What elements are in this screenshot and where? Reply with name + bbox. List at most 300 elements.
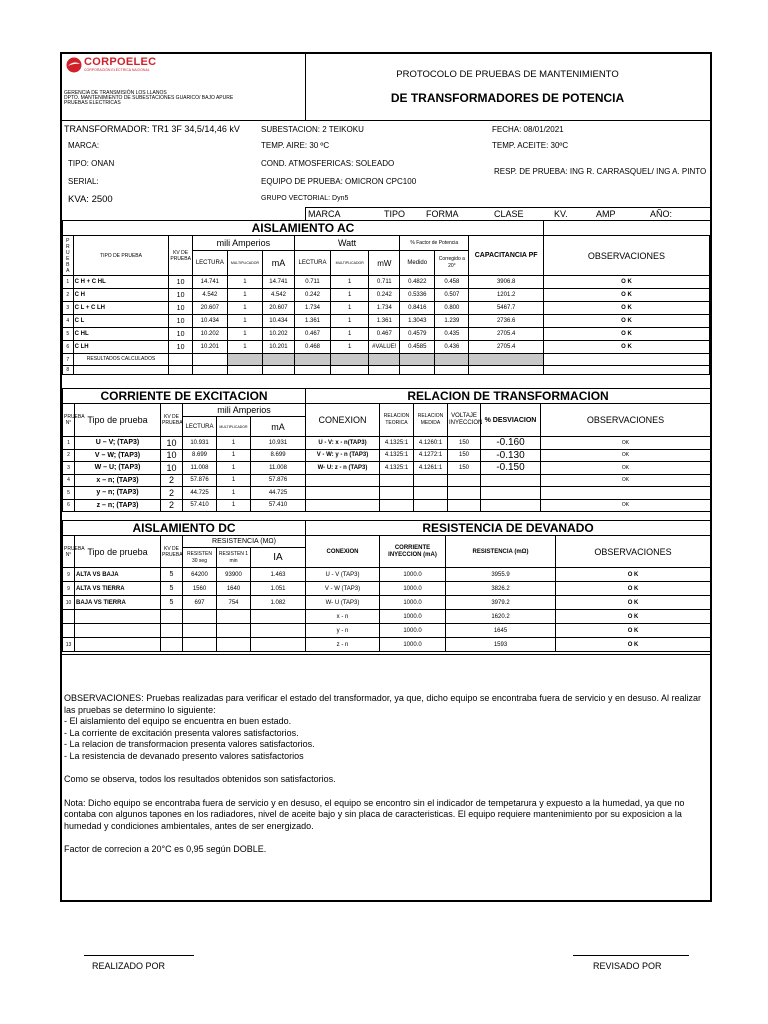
notes-block	[62, 654, 710, 856]
dc-cell-tipo: ALTA VS BAJA	[75, 568, 161, 582]
date-field: FECHA: 08/01/2021	[492, 125, 564, 134]
exc-sub-ma: mA	[251, 417, 306, 437]
dc-cell-ia: 1.082	[251, 596, 306, 610]
dc-cell-tipo	[75, 610, 161, 624]
ac-cell-watt-mult: 1	[331, 328, 369, 341]
rt-cell-teorica: 4.1325:1	[380, 462, 414, 475]
rd-cell-resistencia: 3826.2	[446, 582, 556, 596]
ac-row7-cell	[543, 354, 709, 366]
rt-cell-desviacion: -0.130	[481, 449, 541, 462]
exc-cell-num: 1	[63, 437, 75, 450]
rt-header-medida: RELACION MEDIDA	[414, 404, 448, 437]
ac-row7-cell	[435, 354, 469, 366]
dc-cell-row	[63, 610, 306, 624]
rt-header-teorica: RELACION TEORICA	[380, 404, 414, 437]
ac-cell-row	[63, 341, 710, 354]
ac-cell-kv: 10	[169, 341, 192, 354]
ac-cell-fp-medido: 1.3043	[400, 315, 435, 328]
ac-row8-cell	[294, 366, 330, 375]
responsible-field: RESP. DE PRUEBA: ING R. CARRASQUEL/ ING A. PINTO	[494, 167, 707, 176]
org-line-1: GERENCIA DE TRANSMISIÓN LOS LLANOS	[64, 90, 167, 96]
ac-cell-tipo: C LH	[73, 341, 169, 354]
exc-cell-num: 5	[63, 487, 75, 500]
rt-cell-medida	[414, 499, 448, 512]
exc-cell-ma: 10.931	[251, 437, 306, 450]
vector-group-field: GRUPO VECTORIAL: Dyn5	[261, 195, 349, 202]
exc-cell-mult: 1	[217, 437, 251, 450]
weather-field: COND. ATMOSFERICAS: SOLEADO	[261, 159, 395, 168]
equipment-header-row	[305, 207, 711, 220]
rt-cell-teorica	[380, 499, 414, 512]
exc-cell-ma: 44.725	[251, 487, 306, 500]
dc-cell-ia: 1.463	[251, 568, 306, 582]
ac-cell-mult: 1	[227, 328, 262, 341]
ac-cell-fp-medido: 0.4585	[400, 341, 435, 354]
exc-cell-row	[63, 449, 306, 462]
ac-row7-cell	[469, 354, 544, 366]
rd-cell-conexion: y - n	[306, 624, 380, 638]
rt-cell-medida: 4.1272:1	[414, 449, 448, 462]
ac-cell-lectura: 14.741	[192, 276, 227, 289]
dc-header-prueba: PRUEBA N°	[63, 536, 75, 568]
rt-cell-medida: 4.1261:1	[414, 462, 448, 475]
ac-cell-mult: 1	[227, 276, 262, 289]
logo-icon	[66, 57, 82, 73]
ac-row8-cell	[169, 366, 192, 375]
rd-header-obs: OBSERVACIONES	[556, 536, 711, 568]
company-logo	[66, 57, 82, 78]
obs-bullet-4: - La resistencia de devanado presento valores satisfactorios	[64, 750, 304, 761]
exc-cell-lectura: 10.931	[183, 437, 217, 450]
ac-cell-ma: 20.607	[263, 302, 295, 315]
dc-cell-r1: 754	[217, 596, 251, 610]
rt-cell-conexion	[306, 499, 380, 512]
exc-cell-kv: 2	[161, 487, 183, 500]
brand-field: MARCA:	[68, 141, 100, 150]
winding-resistance-table	[305, 520, 711, 652]
ac-cell-obs: O K	[543, 341, 709, 354]
dc-cell-tipo	[75, 638, 161, 652]
protocol-sheet	[60, 52, 712, 902]
ac-cell-cap: 1201.2	[469, 289, 544, 302]
exc-cell-num: 4	[63, 474, 75, 487]
ac-cell-num: 5	[63, 328, 74, 341]
rd-cell-row	[306, 568, 711, 582]
signature-right	[573, 955, 689, 956]
exc-cell-lectura: 44.725	[183, 487, 217, 500]
ac-cell-watt-lectura: 1.734	[294, 302, 330, 315]
rt-header-conexion: CONEXION	[306, 404, 380, 437]
rt-cell-row	[306, 499, 711, 512]
ac-sub-mult-w: MULTIPLICADOR	[331, 251, 369, 276]
dc-cell-r1	[217, 624, 251, 638]
rt-cell-conexion	[306, 487, 380, 500]
rd-cell-conexion: W- U (TAP3)	[306, 596, 380, 610]
equip-col-clase: CLASE	[494, 209, 524, 219]
ac-title-spacer	[543, 221, 709, 236]
doc-title-1: PROTOCOLO DE PRUEBAS DE MANTENIMIENTO	[396, 69, 619, 80]
obs-bullet-2: - La corriente de excitación presenta valores satisfactorios.	[64, 727, 299, 738]
rd-cell-corriente: 1000.0	[380, 568, 446, 582]
dc-cell-kv: 5	[161, 568, 183, 582]
ac-header-tipo: TIPO DE PRUEBA	[73, 236, 169, 276]
ac-row7-cell	[192, 354, 227, 366]
ac-header-obs: OBSERVACIONES	[543, 236, 709, 276]
rt-cell-conexion: V - W: y - n (TAP3)	[306, 449, 380, 462]
exc-cell-tipo: y – n; (TAP3)	[75, 487, 161, 500]
doc-title-2: DE TRANSFORMADORES DE POTENCIA	[390, 91, 625, 105]
ac-header-kv: KV DE PRUEBA	[169, 236, 192, 276]
dc-cell-row	[63, 596, 306, 610]
rd-cell-obs: O K	[556, 624, 711, 638]
dc-cell-ia: 1.051	[251, 582, 306, 596]
dc-cell-r30	[183, 624, 217, 638]
ac-cell-cap: 5467.7	[469, 302, 544, 315]
dc-cell-r30	[183, 610, 217, 624]
ac-row8-cell	[435, 366, 469, 375]
rt-header-desv: % DESVIACION	[481, 404, 541, 437]
exc-cell-mult: 1	[217, 487, 251, 500]
exc-header-prueba: PRUEBA N°	[63, 404, 75, 437]
rd-cell-conexion: z - n	[306, 638, 380, 652]
dc-cell-r30: 1560	[183, 582, 217, 596]
dc-cell-r30	[183, 638, 217, 652]
ac-cell-kv: 10	[169, 315, 192, 328]
rt-cell-teorica	[380, 474, 414, 487]
exc-cell-kv: 10	[161, 449, 183, 462]
exc-cell-lectura: 57.410	[183, 499, 217, 512]
rd-header-con: CONEXION	[306, 536, 380, 568]
dc-cell-r1	[217, 610, 251, 624]
ac-cell-watt-mult: 1	[331, 276, 369, 289]
ac-cell-ma: 10.201	[263, 341, 295, 354]
ac-cell-mult: 1	[227, 289, 262, 302]
header-left	[62, 54, 306, 120]
exc-cell-mult: 1	[217, 449, 251, 462]
exc-header-kv: KV DE PRUEBA	[161, 404, 183, 437]
rt-cell-voltaje	[448, 487, 481, 500]
ac-row8-cell	[73, 366, 169, 375]
ac-row8-cell	[369, 366, 400, 375]
ac-cell-watt-lectura: 1.361	[294, 315, 330, 328]
dc-header-tipo: Tipo de prueba	[75, 536, 161, 568]
company-subtitle: CORPORACIÓN ELÉCTRICA NACIONAL	[84, 68, 150, 72]
ac-cell-lectura: 10.201	[192, 341, 227, 354]
dc-cell-kv	[161, 638, 183, 652]
rd-cell-conexion: V - W (TAP3)	[306, 582, 380, 596]
ac-row8-cell	[400, 366, 435, 375]
ac-sub-lectura-w: LECTURA	[294, 251, 330, 276]
org-line-3: PRUEBAS ELECTRICAS	[64, 100, 121, 106]
ac-cell-fp-medido: 0.4822	[400, 276, 435, 289]
dc-cell-row	[63, 568, 306, 582]
rt-cell-medida	[414, 474, 448, 487]
exc-sub-lectura: LECTURA	[183, 417, 217, 437]
rd-cell-obs: O K	[556, 582, 711, 596]
ac-sub-mult: MULTIPLICADOR	[227, 251, 262, 276]
ac-cell-kv: 10	[169, 289, 192, 302]
ac-row8-cell	[263, 366, 295, 375]
ac-cell-lectura: 20.607	[192, 302, 227, 315]
rd-cell-conexion: x - n	[306, 610, 380, 624]
ac-cell-cap: 2736.6	[469, 315, 544, 328]
ac-cell-mw: 1.734	[369, 302, 400, 315]
rd-cell-row	[306, 624, 711, 638]
rd-cell-resistencia: 1645	[446, 624, 556, 638]
ac-cell-mult: 1	[227, 341, 262, 354]
rt-cell-obs: OK	[541, 474, 711, 487]
signature-right-label: REVISADO POR	[593, 961, 662, 971]
exc-cell-lectura: 57.876	[183, 474, 217, 487]
ratio-table	[305, 388, 711, 512]
rd-cell-row	[306, 610, 711, 624]
rt-cell-desviacion: -0.160	[481, 437, 541, 450]
rd-cell-row	[306, 596, 711, 610]
dc-cell-r30: 697	[183, 596, 217, 610]
ac-cell-num: 4	[63, 315, 74, 328]
rd-cell-corriente: 1000.0	[380, 582, 446, 596]
rt-cell-obs	[541, 487, 711, 500]
ac-cell-row	[63, 315, 710, 328]
ac-row8-cell	[543, 366, 709, 375]
rt-cell-voltaje: 150	[448, 437, 481, 450]
dc-cell-r1	[217, 638, 251, 652]
ac-row8-cell	[331, 366, 369, 375]
ac-cell-mult: 1	[227, 315, 262, 328]
signature-left-label: REALIZADO POR	[92, 961, 166, 971]
rt-cell-medida	[414, 487, 448, 500]
rd-cell-obs: O K	[556, 638, 711, 652]
exc-cell-row	[63, 437, 306, 450]
dc-header-kv: KV DE PRUEBA	[161, 536, 183, 568]
ac-cell-row	[63, 276, 710, 289]
equip-col-tipo: TIPO	[384, 209, 406, 219]
obs-bullet-1: - El aislamiento del equipo se encuentra en buen estado.	[64, 716, 292, 726]
dc-sub-r1: RESISTEN 1 min	[217, 548, 251, 568]
rt-cell-teorica: 4.1325:1	[380, 449, 414, 462]
ac-cell-cap: 3906.8	[469, 276, 544, 289]
ac-sub-lectura: LECTURA	[192, 251, 227, 276]
nota-text: Nota: Dicho equipo se encontraba fuera de servicio y en desuso, el equipo se encontro sin el indicador de tempetarura y expuesto a la humedad, ya que no contaba con algunos tapones en los radiadores, nivel de aceite bajo y sin placa de caracteristicas. El equipo requiere mantenimiento por su exposicion a la humedad y condiciones ambientales, antes de ser energizado.	[64, 797, 685, 831]
ac-cell-ma: 4.542	[263, 289, 295, 302]
exc-header-mili: mili Amperios	[183, 404, 306, 417]
ac-header-cap: CAPACITANCIA PF	[469, 236, 544, 276]
rt-cell-voltaje: 150	[448, 462, 481, 475]
dc-cell-num: 10	[63, 596, 75, 610]
ac-cell-num: 1	[63, 276, 74, 289]
dc-insulation-table	[62, 520, 306, 652]
ac-cell-fp-corregido: 0.435	[435, 328, 469, 341]
ac-insulation-table	[62, 220, 710, 375]
exc-title: CORRIENTE DE EXCITACION	[63, 389, 306, 404]
substation-field: SUBESTACION: 2 TEIKOKU	[261, 125, 364, 134]
dc-cell-row	[63, 638, 306, 652]
ac-title: AISLAMIENTO AC	[63, 221, 544, 236]
rt-cell-voltaje	[448, 499, 481, 512]
ac-cell-obs: O K	[543, 315, 709, 328]
exc-cell-tipo: W – U; (TAP3)	[75, 462, 161, 475]
exc-header-tipo: Tipo de prueba	[75, 404, 161, 437]
rt-cell-row	[306, 487, 711, 500]
ac-results-label: RESULTADOS CALCULADOS	[73, 354, 169, 366]
conclusion-text: Como se observa, todos los resultados obtenidos son satisfactorios.	[64, 774, 336, 784]
exc-cell-kv: 10	[161, 462, 183, 475]
rd-cell-corriente: 1000.0	[380, 638, 446, 652]
ac-cell-lectura: 10.202	[192, 328, 227, 341]
dc-cell-num: 13	[63, 638, 75, 652]
ac-sub-mw: mW	[369, 251, 400, 276]
rd-header-corr: CORRIENTE INYECCION (mA)	[380, 536, 446, 568]
type-field: TIPO: ONAN	[68, 159, 115, 168]
rd-cell-resistencia: 3955.9	[446, 568, 556, 582]
ac-cell-kv: 10	[169, 276, 192, 289]
rd-cell-corriente: 1000.0	[380, 610, 446, 624]
org-line-2: DPTO. MANTENIMIENTO DE SUBESTACIONES GUARICO/ BAJO APURE	[64, 95, 234, 101]
rd-header-res: RESISTENCIA (mΩ)	[446, 536, 556, 568]
dc-cell-kv: 5	[161, 596, 183, 610]
ac-cell-mw: 0.242	[369, 289, 400, 302]
ac-cell-obs: O K	[543, 289, 709, 302]
ac-cell-watt-mult: 1	[331, 289, 369, 302]
ac-row8-cell	[469, 366, 544, 375]
dc-cell-row	[63, 582, 306, 596]
dc-cell-tipo: BAJA VS TIERRA	[75, 596, 161, 610]
ac-cell-fp-medido: 0.5336	[400, 289, 435, 302]
excitation-table	[62, 388, 306, 512]
ac-row7-cell	[294, 354, 330, 366]
ac-cell-kv: 10	[169, 302, 192, 315]
ac-cell-fp-corregido: 0.800	[435, 302, 469, 315]
ac-row8-num: 8	[63, 366, 74, 375]
exc-cell-mult: 1	[217, 499, 251, 512]
exc-cell-tipo: z – n; (TAP3)	[75, 499, 161, 512]
exc-cell-row	[63, 474, 306, 487]
ac-cell-lectura: 4.542	[192, 289, 227, 302]
exc-cell-tipo: x – n; (TAP3)	[75, 474, 161, 487]
rt-title: RELACION DE TRANSFORMACION	[306, 389, 711, 404]
rt-header-obs: OBSERVACIONES	[541, 404, 711, 437]
ac-cell-watt-lectura: 0.467	[294, 328, 330, 341]
exc-cell-mult: 1	[217, 462, 251, 475]
test-equipment-field: EQUIPO DE PRUEBA: OMICRON CPC100	[261, 177, 417, 186]
ac-cell-row	[63, 328, 710, 341]
rt-cell-obs: OK	[541, 499, 711, 512]
ac-cell-fp-corregido: 0.436	[435, 341, 469, 354]
ac-cell-row	[63, 302, 710, 315]
exc-cell-kv: 2	[161, 474, 183, 487]
exc-cell-kv: 2	[161, 499, 183, 512]
ac-row7-cell	[331, 354, 369, 366]
equip-col-kv: KV.	[554, 209, 568, 219]
ac-cell-watt-lectura: 0.711	[294, 276, 330, 289]
ac-cell-watt-mult: 1	[331, 315, 369, 328]
ac-header-prueba: P R U E B A	[63, 236, 74, 276]
dc-cell-kv: 5	[161, 582, 183, 596]
rt-cell-teorica: 4.1325:1	[380, 437, 414, 450]
ac-cell-lectura: 10.434	[192, 315, 227, 328]
ac-cell-tipo: C H	[73, 289, 169, 302]
dc-cell-kv	[161, 610, 183, 624]
equip-col-marca: MARCA	[308, 209, 341, 219]
ac-row7-cell	[263, 354, 295, 366]
rt-header-voltaje: VOLTAJE INYECCION	[448, 404, 481, 437]
ac-cell-ma: 10.434	[263, 315, 295, 328]
dc-sub-r30: RESISTEN 30 seg	[183, 548, 217, 568]
exc-cell-row	[63, 487, 306, 500]
rd-cell-row	[306, 582, 711, 596]
rt-cell-conexion: U - V: x - n(TAP3)	[306, 437, 380, 450]
ac-sub-ma: mA	[263, 251, 295, 276]
dc-cell-r1: 93900	[217, 568, 251, 582]
ac-cell-ma: 14.741	[263, 276, 295, 289]
rt-cell-conexion: W- U: z - n (TAP3)	[306, 462, 380, 475]
info-block	[62, 120, 710, 207]
ac-sub-medido: Medido	[400, 251, 435, 276]
rt-cell-desviacion: -0.150	[481, 462, 541, 475]
ac-row7-cell	[369, 354, 400, 366]
transformer-field: TRANSFORMADOR: TR1 3F 34,5/14,46 kV	[64, 124, 240, 134]
exc-cell-ma: 11.008	[251, 462, 306, 475]
ac-cell-row	[63, 289, 710, 302]
ac-cell-watt-lectura: 0.468	[294, 341, 330, 354]
kva-field: KVA: 2500	[68, 194, 113, 205]
ac-cell-fp-medido: 0.4579	[400, 328, 435, 341]
exc-cell-ma: 57.410	[251, 499, 306, 512]
rd-cell-resistencia: 1620.2	[446, 610, 556, 624]
rt-cell-voltaje	[448, 474, 481, 487]
equip-col-amp: AMP	[596, 209, 616, 219]
ac-cell-fp-corregido: 0.458	[435, 276, 469, 289]
rd-cell-obs: O K	[556, 568, 711, 582]
dc-header-res: RESISTENCIA (MΩ)	[183, 536, 306, 548]
ac-row8-cell	[227, 366, 262, 375]
dc-cell-tipo: ALTA VS TIERRA	[75, 582, 161, 596]
rd-cell-obs: O K	[556, 596, 711, 610]
ac-row7-cell	[169, 354, 192, 366]
ac-cell-obs: O K	[543, 302, 709, 315]
exc-cell-ma: 8.699	[251, 449, 306, 462]
ac-cell-mult: 1	[227, 302, 262, 315]
exc-cell-lectura: 11.008	[183, 462, 217, 475]
dc-cell-r30: 64200	[183, 568, 217, 582]
ac-cell-tipo: C L + C LH	[73, 302, 169, 315]
rt-cell-obs: OK	[541, 449, 711, 462]
rt-cell-desviacion	[481, 487, 541, 500]
exc-cell-mult: 1	[217, 474, 251, 487]
rd-cell-corriente: 1000.0	[380, 624, 446, 638]
ac-cell-watt-mult: 1	[331, 302, 369, 315]
ac-cell-fp-medido: 0.8416	[400, 302, 435, 315]
exc-cell-num: 2	[63, 449, 75, 462]
ac-cell-mw: #VALUE!	[369, 341, 400, 354]
exc-cell-tipo: U – V; (TAP3)	[75, 437, 161, 450]
rd-cell-row	[306, 638, 711, 652]
ac-header-fp: % Factor de Potencia	[400, 236, 469, 251]
rd-title: RESISTENCIA DE DEVANADO	[306, 521, 711, 536]
dc-cell-ia	[251, 610, 306, 624]
ac-cell-num: 2	[63, 289, 74, 302]
ac-cell-num: 3	[63, 302, 74, 315]
ac-cell-tipo: C H + C HL	[73, 276, 169, 289]
rd-cell-obs: O K	[556, 610, 711, 624]
dc-cell-r1: 1640	[217, 582, 251, 596]
ac-cell-num: 6	[63, 341, 74, 354]
dc-cell-tipo	[75, 624, 161, 638]
dc-cell-num	[63, 624, 75, 638]
rt-cell-row	[306, 437, 711, 450]
rt-cell-desviacion	[481, 474, 541, 487]
exc-cell-row	[63, 499, 306, 512]
